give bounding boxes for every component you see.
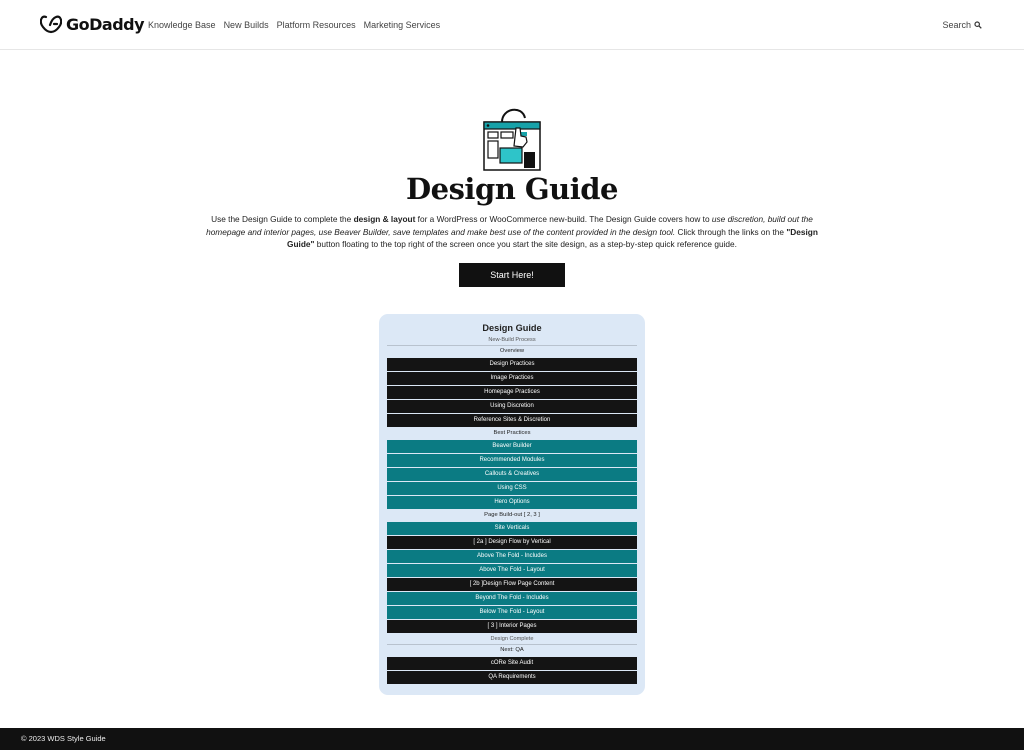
design-guide-menu-card (379, 314, 645, 695)
guide-link-design-flow-vertical[interactable]: [ 2a ] Design Flow by Vertical (387, 536, 637, 549)
footer (0, 728, 1024, 750)
logo-text: GoDaddy (66, 14, 145, 34)
footer-copyright: © 2023 WDS Style Guide (21, 734, 106, 743)
intro-paragraph (196, 213, 828, 251)
main-nav (148, 20, 440, 30)
guide-link-callouts-creatives[interactable]: Callouts & Creatives (387, 468, 637, 481)
nav-new-builds[interactable]: New Builds (223, 20, 269, 30)
guide-link-recommended-modules[interactable]: Recommended Modules (387, 454, 637, 467)
design-illustration-icon (480, 106, 544, 172)
guide-link-core-site-audit[interactable]: cORe Site Audit (387, 657, 637, 670)
section-label-best-practices: Best Practices (493, 430, 531, 436)
intro-text-2: for a WordPress or WooCommerce new-build. The Design Guide covers how to (415, 214, 712, 224)
guide-link-atf-layout[interactable]: Above The Fold - Layout (387, 564, 637, 577)
nav-marketing-services[interactable]: Marketing Services (363, 20, 441, 30)
search-label: Search (942, 20, 971, 30)
godaddy-logo-icon (40, 14, 62, 34)
nav-knowledge-base[interactable]: Knowledge Base (148, 20, 216, 30)
guide-link-using-discretion[interactable]: Using Discretion (387, 400, 637, 413)
guide-link-design-practices[interactable]: Design Practices (387, 358, 637, 371)
guide-link-site-verticals[interactable]: Site Verticals (387, 522, 637, 535)
intro-bold-design-layout: design & layout (353, 214, 416, 224)
guide-link-list (387, 335, 637, 685)
intro-text-1: Use the Design Guide to complete the (211, 214, 354, 224)
guide-link-interior-pages[interactable]: [ 3 ] Interior Pages (387, 620, 637, 633)
top-navigation-bar (0, 0, 1024, 50)
start-here-button[interactable]: Start Here! (459, 263, 565, 287)
guide-link-homepage-practices[interactable]: Homepage Practices (387, 386, 637, 399)
guide-card-title: Design Guide (482, 323, 542, 333)
guide-link-qa-requirements[interactable]: QA Requirements (387, 671, 637, 684)
intro-text-3: Click through the links on the (675, 226, 787, 237)
guide-link-atf-includes[interactable]: Above The Fold - Includes (387, 550, 637, 563)
section-label-next-qa: Next: QA (500, 647, 524, 653)
search-button[interactable] (942, 20, 982, 30)
guide-link-image-practices[interactable]: Image Practices (387, 372, 637, 385)
intro-text-4: button floating to the top right of the screen once you start the site design, as a step-by-step quick reference guide. (314, 239, 737, 250)
section-label-page-build-out: Page Build-out [ 2, 3 ] (484, 512, 540, 518)
page-title: Design Guide (406, 172, 618, 206)
guide-link-using-css[interactable]: Using CSS (387, 482, 637, 495)
guide-link-beaver-builder[interactable]: Beaver Builder (387, 440, 637, 453)
godaddy-logo[interactable] (40, 14, 144, 34)
nav-platform-resources[interactable]: Platform Resources (276, 20, 356, 30)
section-label-design-complete: Design Complete (387, 634, 637, 645)
section-label-new-build-process: New-Build Process (387, 335, 637, 346)
guide-link-reference-sites[interactable]: Reference Sites & Discretion (387, 414, 637, 427)
guide-link-btf-includes[interactable]: Beyond The Fold - Includes (387, 592, 637, 605)
search-icon (974, 21, 982, 29)
section-label-overview: Overview (499, 348, 525, 354)
guide-link-design-flow-content[interactable]: [ 2b ]Design Flow Page Content (387, 578, 637, 591)
guide-link-btf-layout[interactable]: Below The Fold - Layout (387, 606, 637, 619)
intro-italic: use discretion, build out the homepage and interior pages, use Beaver Builder, save templates and make best use of the content provided in the design tool. (206, 214, 813, 237)
guide-link-hero-options[interactable]: Hero Options (387, 496, 637, 509)
intro-bold-design-guide: "Design Guide" (287, 226, 818, 250)
